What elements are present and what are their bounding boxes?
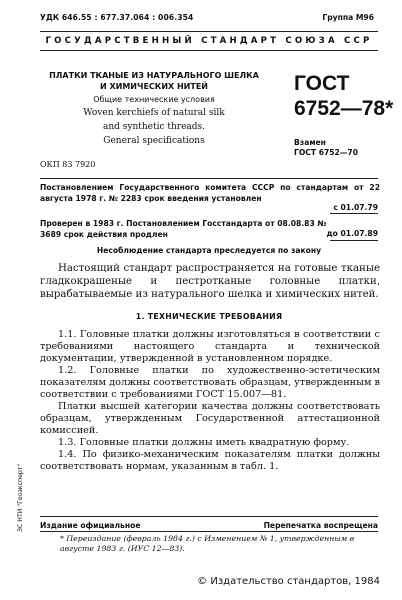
replaces-block (294, 138, 358, 158)
law-warning: Несоблюдение стандарта преследуется по закону (96, 246, 322, 255)
verification-date: до 01.07.89 (326, 229, 378, 238)
reprint-prohibited: Перепечатка воспрещена (263, 521, 378, 530)
paragraph-1-3: 1.3. Головные платки должны иметь квадратную форму. (58, 437, 350, 448)
top-rule (40, 31, 378, 32)
paragraph-1-2: 1.2. Головные платки по художественно-эстетическим показателям должны соответствовать образцам, утвержденным в соответствии с требованиями ГОСТ 15.007—81. (40, 365, 380, 400)
udk-code: УДК 646.55 : 677.37.064 : 006.354 (40, 13, 194, 22)
verification-date-rule (330, 240, 378, 241)
paragraph-1-2-cont: Платки высшей категории качества должны соответствовать образцам, утвержденным Государственной аттестационной комиссией. (40, 401, 380, 436)
decree-date: с 01.07.79 (333, 203, 378, 212)
title-en-line3: General specifications (103, 136, 205, 146)
title-block (40, 70, 268, 147)
verification-text: Проверен в 1983 г. Постановлением Госстандарта от 08.08.83 № 3689 срок действия продлен (40, 219, 327, 239)
replaces-value: ГОСТ 6752—70 (294, 148, 358, 157)
footer-rule (40, 516, 378, 517)
section-heading: 1. ТЕХНИЧЕСКИЕ ТРЕБОВАНИЯ (135, 312, 283, 321)
footer-rule-2 (40, 531, 378, 532)
title-en-line2: and synthetic threads. (102, 122, 206, 132)
decree-text: Постановлением Государственного комитета СССР по стандартам от 22 августа 1978 г. № 2283 срок введения установлен (40, 183, 380, 203)
title-en-line1: Woven kerchiefs of natural silk (83, 108, 225, 118)
banner-rule (40, 50, 378, 51)
title-ru-line1: ПЛАТКИ ТКАНЫЕ ИЗ НАТУРАЛЬНОГО ШЕЛКА (49, 71, 259, 80)
paragraph-1-4: 1.4. По физико-механическим показателям платки должны соответствовать нормам, указанным в табл. 1. (40, 449, 380, 472)
decree-date-rule (330, 213, 378, 214)
section-body (40, 329, 380, 473)
decree-rule (40, 178, 378, 179)
state-standard-banner: ГОСУДАРСТВЕННЫЙ СТАНДАРТ СОЮЗА ССР (45, 36, 373, 46)
intro-paragraph: Настоящий стандарт распространяется на готовые тканые гладкокрашеные и пестротканые головные платки, вырабатываемые из натурального шелка и химических нитей. (40, 263, 380, 301)
title-ru-line2: И ХИМИЧЕСКИХ НИТЕЙ (100, 82, 208, 91)
reissue-note: * Переиздание (февраль 1984 г.) с Изменением № 1, утвержденным в августе 1983 г. (ИУС 12—83). (60, 534, 355, 553)
okp-code: ОКП 83 7920 (40, 160, 96, 169)
gost-number: 6752—78* (294, 97, 394, 120)
paragraph-1-1: 1.1. Головные платки должны изготовляться в соответствии с требованиями настоящего стандарта и технической документации, утвержденной в установленном порядке. (40, 329, 380, 364)
group-code: Группа М96 (322, 13, 374, 22)
title-subtitle: Общие технические условия (93, 95, 215, 104)
gost-label: ГОСТ (294, 72, 350, 95)
archive-stamp-text: ЗС НТИ "Геоэксперт" (17, 463, 24, 532)
replaces-label: Взамен (294, 138, 326, 147)
copyright: © Издательство стандартов, 1984 (197, 576, 380, 587)
official-edition: Издание официальное (40, 521, 141, 530)
